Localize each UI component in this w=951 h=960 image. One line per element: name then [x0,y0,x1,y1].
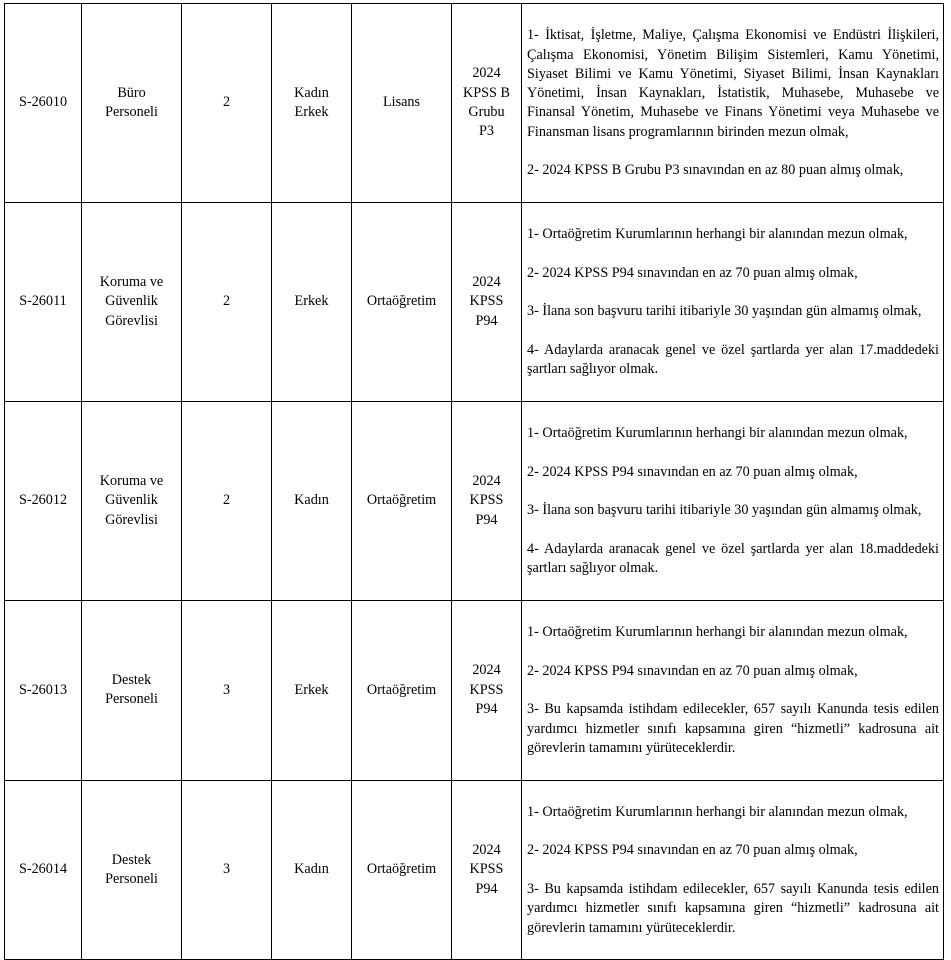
requirement-item: 3- Bu kapsamda istihdam edilecekler, 657 sayılı Kanunda tesis edilen yardımcı hizmetler sınıfı kapsamına giren “hizmetli” kadrosuna ait görevlerin tamamını yürüteceklerdir. [527,701,939,756]
education-level: Ortaöğretim [352,202,452,401]
position-code: S-26014 [5,780,82,960]
table-row [5,4,944,203]
table-row [5,600,944,780]
position-code: S-26011 [5,202,82,401]
requirement-item: 3- İlana son başvuru tarihi itibariyle 30 yaşından gün almamış olmak, [527,303,922,320]
exam-type: 2024 KPSS P94 [452,401,522,600]
position-count: 3 [182,780,272,960]
position-count: 2 [182,4,272,203]
education-level: Ortaöğretim [352,600,452,780]
requirement-item: 2- 2024 KPSS P94 sınavından en az 70 puan almış olmak, [527,264,858,281]
gender: Kadın [272,780,352,960]
position-title: Destek Personeli [82,780,182,960]
requirements-cell [522,600,944,780]
exam-type: 2024 KPSS P94 [452,202,522,401]
position-title: Koruma ve Güvenlik Görevlisi [82,401,182,600]
table-row [5,202,944,401]
requirements-cell [522,4,944,203]
position-count: 3 [182,600,272,780]
requirement-item: 2- 2024 KPSS P94 sınavından en az 70 puan almış olmak, [527,463,858,480]
education-level: Lisans [352,4,452,203]
requirement-item: 1- Ortaöğretim Kurumlarının herhangi bir alanından mezun olmak, [527,624,908,641]
requirement-item: 3- Bu kapsamda istihdam edilecekler, 657 sayılı Kanunda tesis edilen yardımcı hizmetler sınıfı kapsamına giren “hizmetli” kadrosuna ait görevlerin tamamını yürüteceklerdir. [527,881,939,936]
gender: Kadın Erkek [272,4,352,203]
requirement-item: 1- Ortaöğretim Kurumlarının herhangi bir alanından mezun olmak, [527,226,908,243]
requirement-item: 4- Adaylarda aranacak genel ve özel şartlarda yer alan 17.maddedeki şartları sağlıyor olmak. [527,342,939,378]
requirements-cell [522,202,944,401]
position-code: S-26013 [5,600,82,780]
exam-type: 2024 KPSS P94 [452,780,522,960]
requirements-cell [522,401,944,600]
position-title: Destek Personeli [82,600,182,780]
position-table [4,3,944,960]
position-count: 2 [182,401,272,600]
gender: Erkek [272,600,352,780]
requirement-item: 2- 2024 KPSS P94 sınavından en az 70 puan almış olmak, [527,662,858,679]
position-title: Büro Personeli [82,4,182,203]
requirement-item: 2- 2024 KPSS P94 sınavından en az 70 puan almış olmak, [527,842,858,859]
table-row [5,401,944,600]
requirement-item: 1- Ortaöğretim Kurumlarının herhangi bir alanından mezun olmak, [527,425,908,442]
gender: Kadın [272,401,352,600]
requirement-item: 1- Ortaöğretim Kurumlarının herhangi bir alanından mezun olmak, [527,803,908,820]
requirement-item: 4- Adaylarda aranacak genel ve özel şartlarda yer alan 18.maddedeki şartları sağlıyor olmak. [527,541,939,577]
position-code: S-26010 [5,4,82,203]
table-row [5,780,944,960]
position-code: S-26012 [5,401,82,600]
requirement-item: 1- İktisat, İşletme, Maliye, Çalışma Ekonomisi ve Endüstri İlişkileri, Çalışma Ekonomisi, Yönetim Bilişim Sistemleri, Kamu Yönetimi, Siyaset Bilimi ve Kamu Yönetimi, Siyaset Bilimi, İnsan Kaynakları Yönetimi, İnsan Kaynakları, İstatistik, Muhasebe, Muhasebe ve Finansal Yönetim, Muhasebe ve Finans Yönetimi veya Muhasebe ve Finansman lisans programlarının birinden mezun olmak, [527,27,939,140]
position-title: Koruma ve Güvenlik Görevlisi [82,202,182,401]
requirement-item: 2- 2024 KPSS B Grubu P3 sınavından en az 80 puan almış olmak, [527,162,904,179]
education-level: Ortaöğretim [352,780,452,960]
exam-type: 2024 KPSS P94 [452,600,522,780]
gender: Erkek [272,202,352,401]
position-count: 2 [182,202,272,401]
requirements-cell [522,780,944,960]
requirement-item: 3- İlana son başvuru tarihi itibariyle 30 yaşından gün almamış olmak, [527,502,922,519]
exam-type: 2024 KPSS B Grubu P3 [452,4,522,203]
education-level: Ortaöğretim [352,401,452,600]
